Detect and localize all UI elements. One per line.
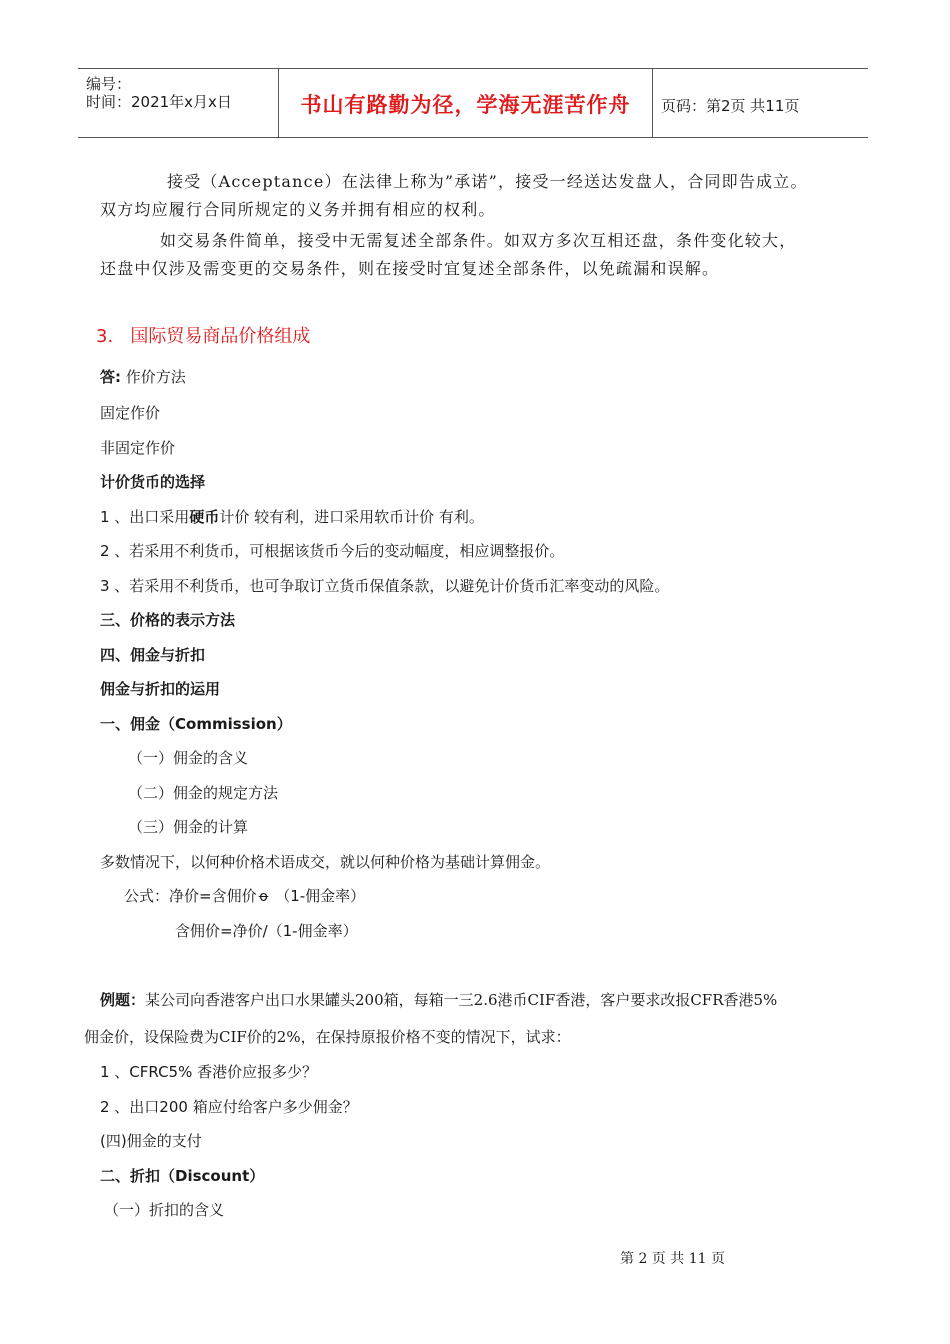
heading-price-expression: 三、价格的表示方法	[100, 611, 236, 629]
heading-commission: 一、佣金（Commission）	[100, 715, 292, 733]
header-table	[78, 68, 868, 138]
paragraph-2-line-2: 还盘中仅涉及需变更的交易条件，则在接受时宜复述全部条件，以免疏漏和误解。	[100, 259, 720, 278]
nonfixed-pricing: 非固定作价	[100, 439, 176, 457]
question-2: 2 、出口200 箱应付给客户多少佣金？	[100, 1098, 358, 1116]
commission-sub-1: （一）佣金的含义	[128, 749, 249, 767]
section-3-title: 国际贸易商品价格组成	[130, 326, 311, 347]
currency-item-2: 2 、若采用不利货币，可根据该货币今后的变动幅度，相应调整报价。	[100, 542, 565, 560]
document-date-label: 时间：2021年x月x日	[86, 93, 232, 111]
example-line-1	[100, 990, 777, 1010]
formula-1-left: 公式：净价=含佣价	[124, 887, 257, 905]
currency-choice-heading: 计价货币的选择	[100, 473, 206, 491]
formula-1-right: （1-佣金率）	[275, 887, 366, 905]
fixed-pricing: 固定作价	[100, 404, 161, 422]
header-middle-cell	[279, 69, 653, 137]
commission-sub-2: （二）佣金的规定方法	[128, 784, 279, 802]
commission-sub-4: (四)佣金的支付	[100, 1132, 202, 1150]
currency-item-1-prefix: 1 、出口采用	[100, 508, 190, 526]
discount-sub-1: （一）折扣的含义	[104, 1201, 225, 1219]
currency-item-3: 3 、若采用不利货币，也可争取订立货币保值条款，以避免计价货币汇率变动的风险。	[100, 577, 670, 595]
document-number-label: 编号：	[86, 75, 132, 93]
multiply-symbol-icon: ꝋ	[258, 889, 269, 905]
answer-text: 作价方法	[125, 368, 186, 386]
paragraph-1-line-1: 接受（Acceptance）在法律上称为”承诺”，接受一经送达发盘人，合同即告成立。	[167, 172, 808, 191]
example-line-2: 佣金价，设保险费为CIF价的2%，在保持原报价格不变的情况下，试求：	[84, 1028, 571, 1046]
header-page-label: 页码：第2页 共11页	[661, 97, 800, 115]
answer-label: 答:	[100, 368, 121, 386]
formula-1	[124, 886, 365, 907]
paragraph-1-line-2: 双方均应履行合同所规定的义务并拥有相应的权利。	[100, 200, 496, 219]
commission-sub-3: （三）佣金的计算	[128, 818, 249, 836]
answer-line	[100, 367, 186, 387]
header-left-cell	[78, 69, 279, 137]
section-3-number: 3.	[96, 326, 114, 347]
heading-discount: 二、折扣（Discount）	[100, 1167, 265, 1185]
header-motto: 书山有路勤为径，学海无涯苦作舟	[300, 93, 631, 117]
heading-commission-discount: 四、佣金与折扣	[100, 646, 206, 664]
formula-2: 含佣价=净价/（1-佣金率）	[175, 922, 358, 940]
currency-item-1-bold: 硬币	[189, 508, 220, 526]
page-footer: 第 2 页 共 11 页	[620, 1251, 725, 1267]
question-1: 1 、CFRC5% 香港价应报多少？	[100, 1063, 318, 1081]
paragraph-2-line-1: 如交易条件简单，接受中无需复述全部条件。如双方多次互相还盘，条件变化较大，	[160, 231, 797, 250]
header-right-cell	[653, 69, 868, 137]
currency-item-1	[100, 507, 484, 527]
example-text-1: 某公司向香港客户出口水果罐头200箱，每箱一三2.6港币CIF香港，客户要求改报CFR香港5%	[145, 991, 778, 1009]
section-3-heading	[96, 325, 310, 349]
heading-usage: 佣金与折扣的运用	[100, 680, 221, 698]
example-label: 例题：	[100, 991, 146, 1009]
currency-item-1-suffix: 计价 较有利，进口采用软币计价 有利。	[219, 508, 484, 526]
calculation-note: 多数情况下，以何种价格术语成交，就以何种价格为基础计算佣金。	[100, 853, 551, 871]
